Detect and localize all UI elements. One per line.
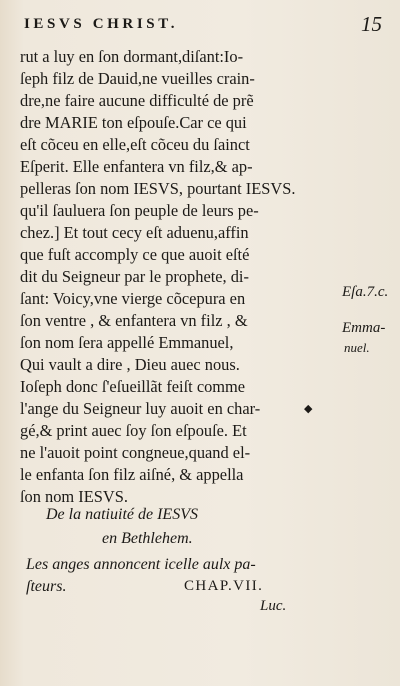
margin-note-luke: Luc. [260,598,287,614]
chapter-number: CHAP.VII. [184,578,264,594]
chapter-heading-line1: De la natiuité de IESVS [46,506,198,523]
text-line: que fuſt accomply ce que auoit eſté [20,245,250,264]
text-line: ſon ventre , & enfantera vn filz , & [20,311,248,330]
text-line: dre MARIE ton eſpouſe.Car ce qui [20,113,247,132]
text-line: ſon nom IESVS. [20,487,128,506]
body-text [20,46,350,508]
margin-note-emmanuel-cont: nuel. [344,340,370,355]
text-line: dit du Seigneur par le prophete, di- [20,267,249,286]
chapter-summary-line1: Les anges annoncent icelle aulx pa- [26,556,256,573]
text-line: Qui vault a dire , Dieu auec nous. [20,355,240,374]
text-line: ſeph filz de Dauid,ne vueilles crain- [20,69,255,88]
text-line: ſon nom ſera appellé Emmanuel, [20,333,234,352]
running-head-title: IESVS CHRIST. [24,16,179,32]
text-line: l'ange du Seigneur luy auoit en char- [20,399,261,418]
margin-note-emmanuel: Emma- [342,320,386,336]
margin-notes [260,0,400,686]
chapter-summary-line2: ſteurs. [26,578,67,595]
text-line: eſt cõceu en elle,eſt cõceu du ſainct [20,135,250,154]
ink-mark: ◆ [304,402,313,415]
text-line: gé,& print auec ſoy ſon eſpouſe. Et [20,421,247,440]
running-head [24,12,386,42]
text-line: qu'il ſauluera ſon peuple de leurs pe- [20,201,259,220]
text-line: ſant: Voicy,vne vierge cõcepura en [20,289,246,308]
text-line: Eſperit. Elle enfantera vn filz,& ap- [20,157,253,176]
text-line: ne l'auoit point congneue,quand el- [20,443,251,462]
page-number: 15 [361,12,382,36]
text-line: le enfanta ſon filz aiſné, & appella [20,465,244,484]
text-line: rut a luy en ſon dormant,diſant:Io- [20,47,244,66]
text-line: Ioſeph donc ſ'eſueillãt feiſt comme [20,377,246,396]
chapter-heading-line2: en Bethlehem. [102,530,193,547]
margin-note-isaiah: Eſa.7.c. [342,284,389,300]
text-line: pelleras ſon nom IESVS, pourtant IESVS. [20,179,296,198]
text-line: chez.] Et tout cecy eſt aduenu,affin [20,223,249,242]
text-line: dre,ne faire aucune difficulté de prẽ [20,91,254,110]
